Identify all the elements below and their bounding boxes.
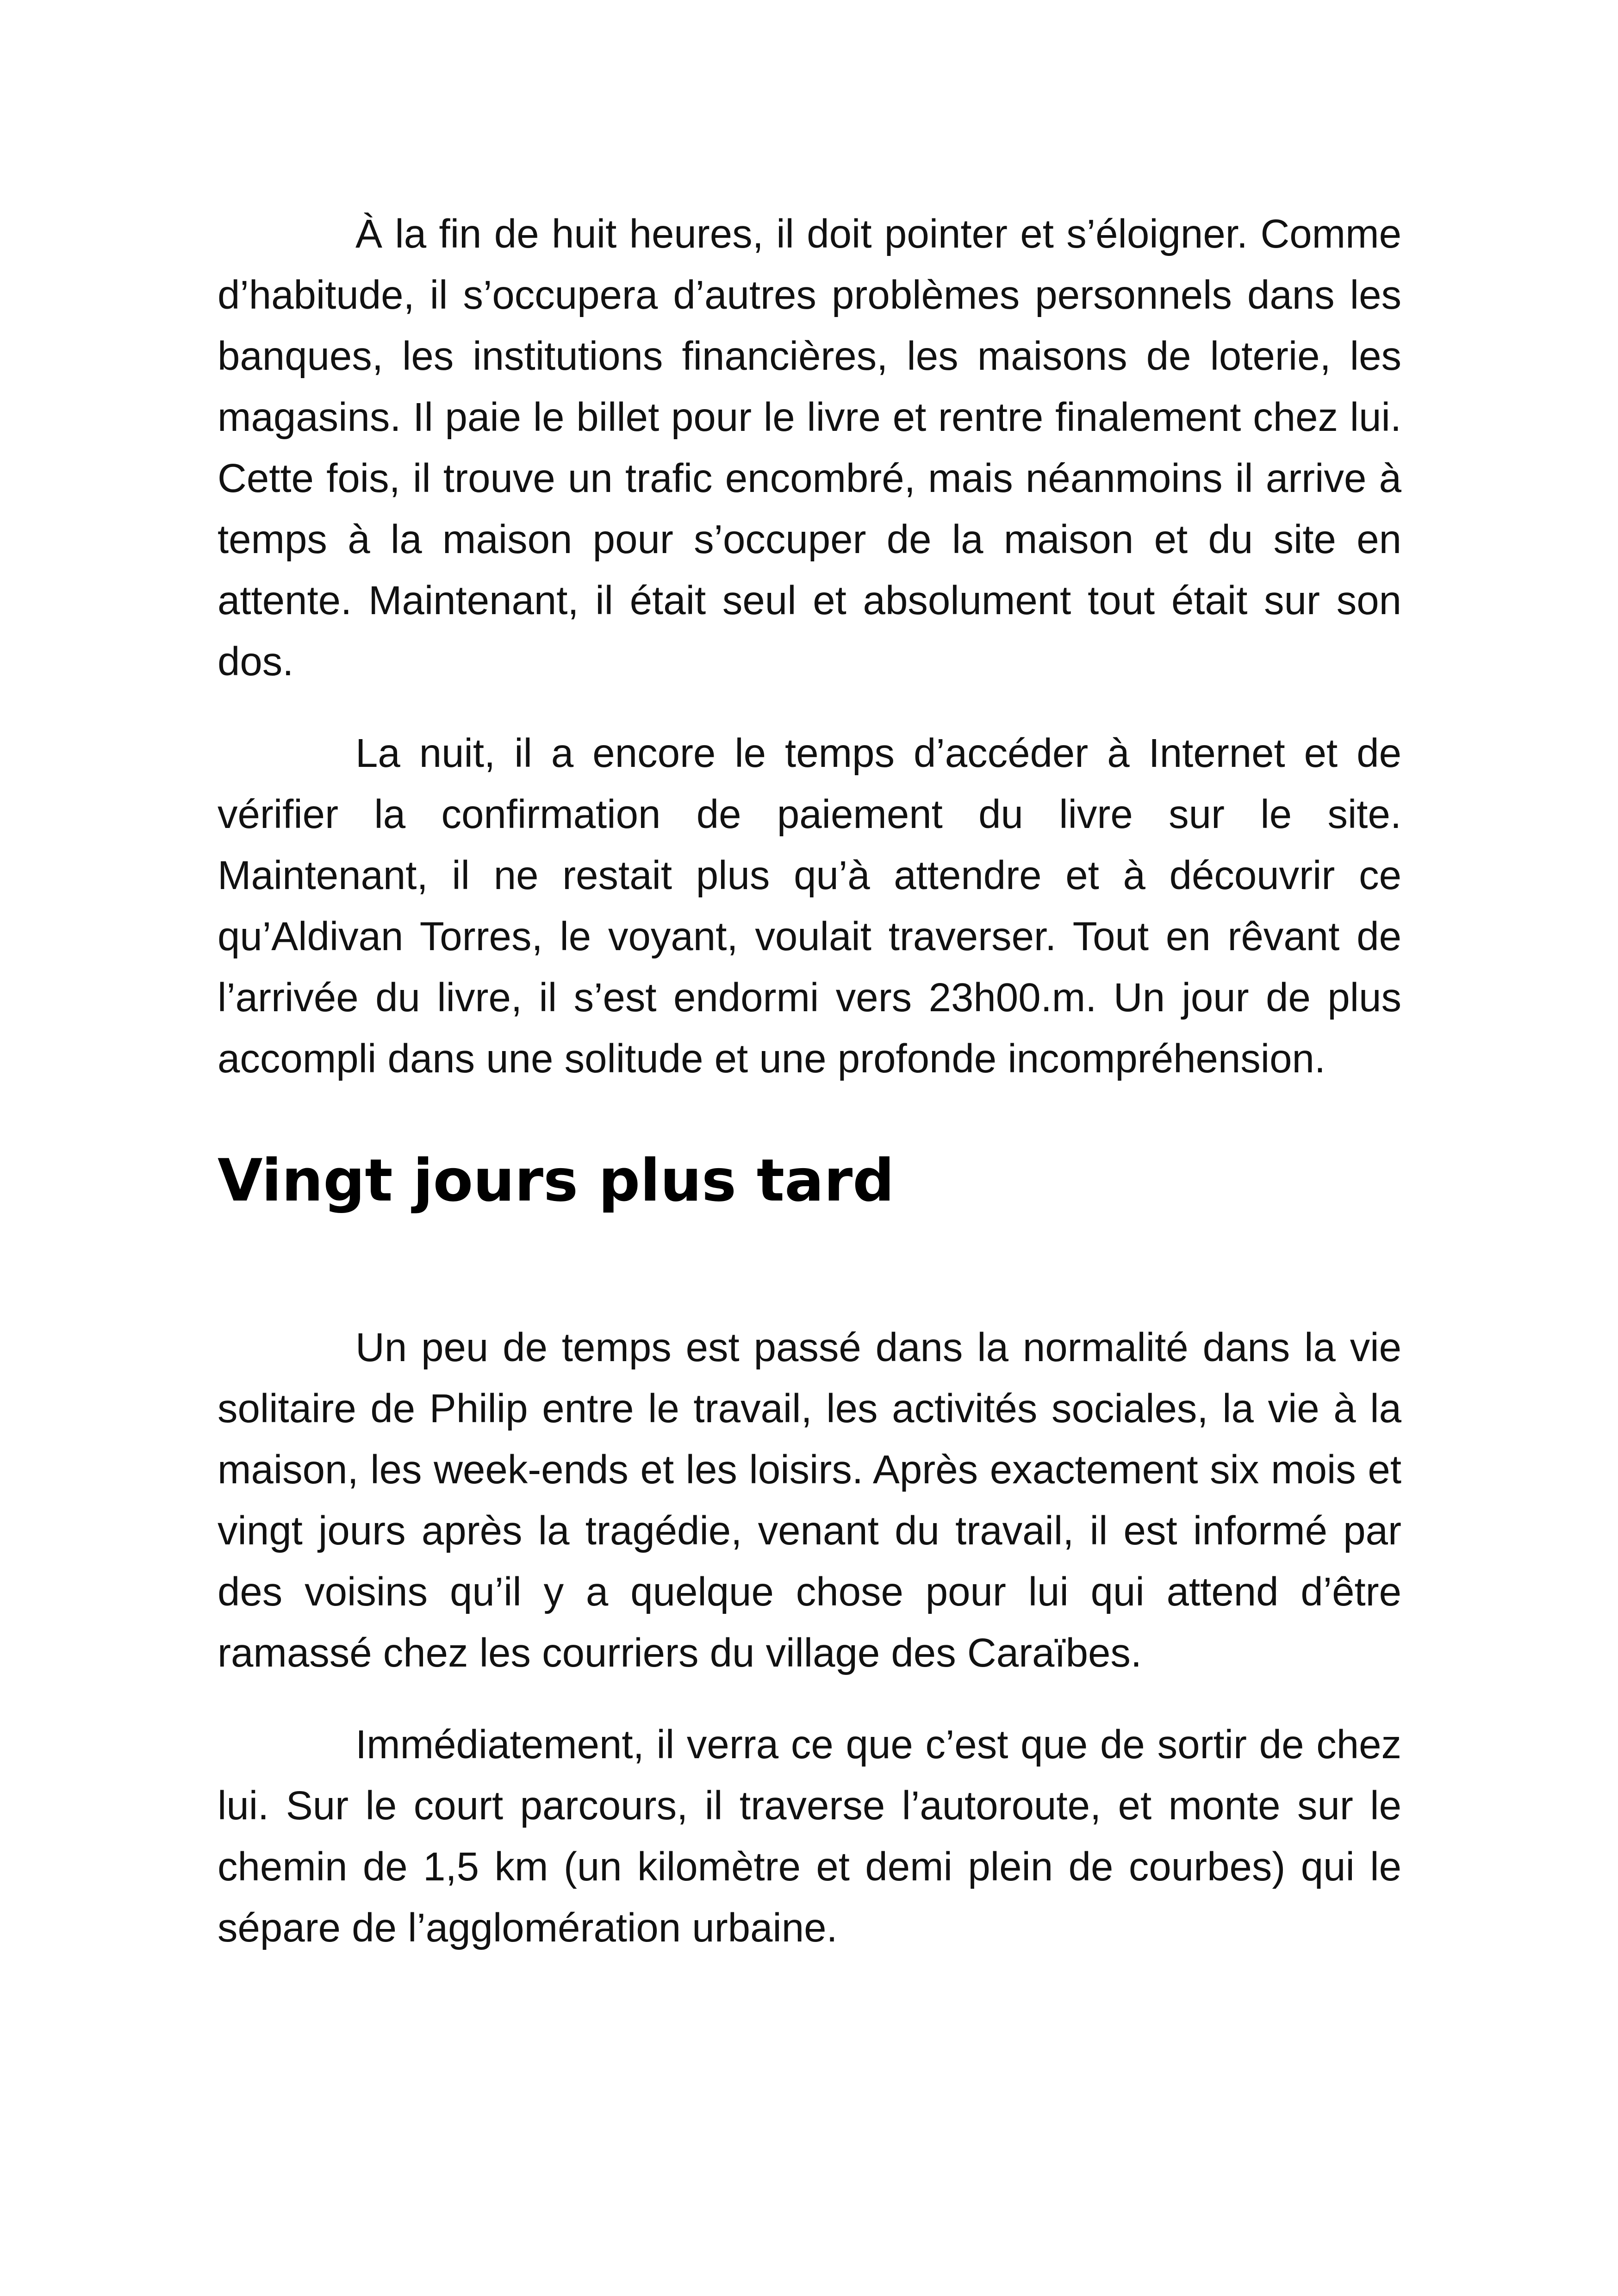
chapter-heading: Vingt jours plus tard — [218, 1146, 895, 1214]
paragraph: Immédiatement, il verra ce que c’est que de sortir de chez lui. Sur le court parcours, il traverse l’autoroute, et monte sur le chemin de 1,5 km (un kilomètre et demi plein de courbes) qui le sépare de l’agglomération urbaine. — [218, 1722, 1401, 1950]
section-chapter-body — [218, 1317, 1401, 1959]
document-page — [218, 204, 1401, 1959]
paragraph: La nuit, il a encore le temps d’accéder à Internet et de vérifier la confirmation de paiement du livre sur le site. Maintenant, il ne restait plus qu’à attendre et à découvrir ce qu’Aldivan Torres, le voyant, voulait traverser. Tout en rêvant de l’arrivée du livre, il s’est endormi vers 23h00.m. Un jour de plus accompli dans une solitude et une profonde incompréhension. — [218, 731, 1401, 1081]
paragraph: Un peu de temps est passé dans la normalité dans la vie solitaire de Philip entre le travail, les activités sociales, la vie à la maison, les week-ends et les loisirs. Après exactement six mois et vingt jours après la tragédie, venant du travail, il est informé par des voisins qu’il y a quelque chose pour lui qui attend d’être ramassé chez les courriers du village des Caraïbes. — [218, 1325, 1401, 1675]
section-previous-chapter — [218, 204, 1401, 1089]
paragraph: À la fin de huit heures, il doit pointer et s’éloigner. Comme d’habitude, il s’occupera d’autres problèmes personnels dans les banques, les institutions financières, les maisons de loterie, les magasins. Il paie le billet pour le livre et rentre finalement chez lui. Cette fois, il trouve un trafic encombré, mais néanmoins il arrive à temps à la maison pour s’occuper de la maison et du site en attente. Maintenant, il était seul et absolument tout était sur son dos. — [218, 212, 1401, 684]
